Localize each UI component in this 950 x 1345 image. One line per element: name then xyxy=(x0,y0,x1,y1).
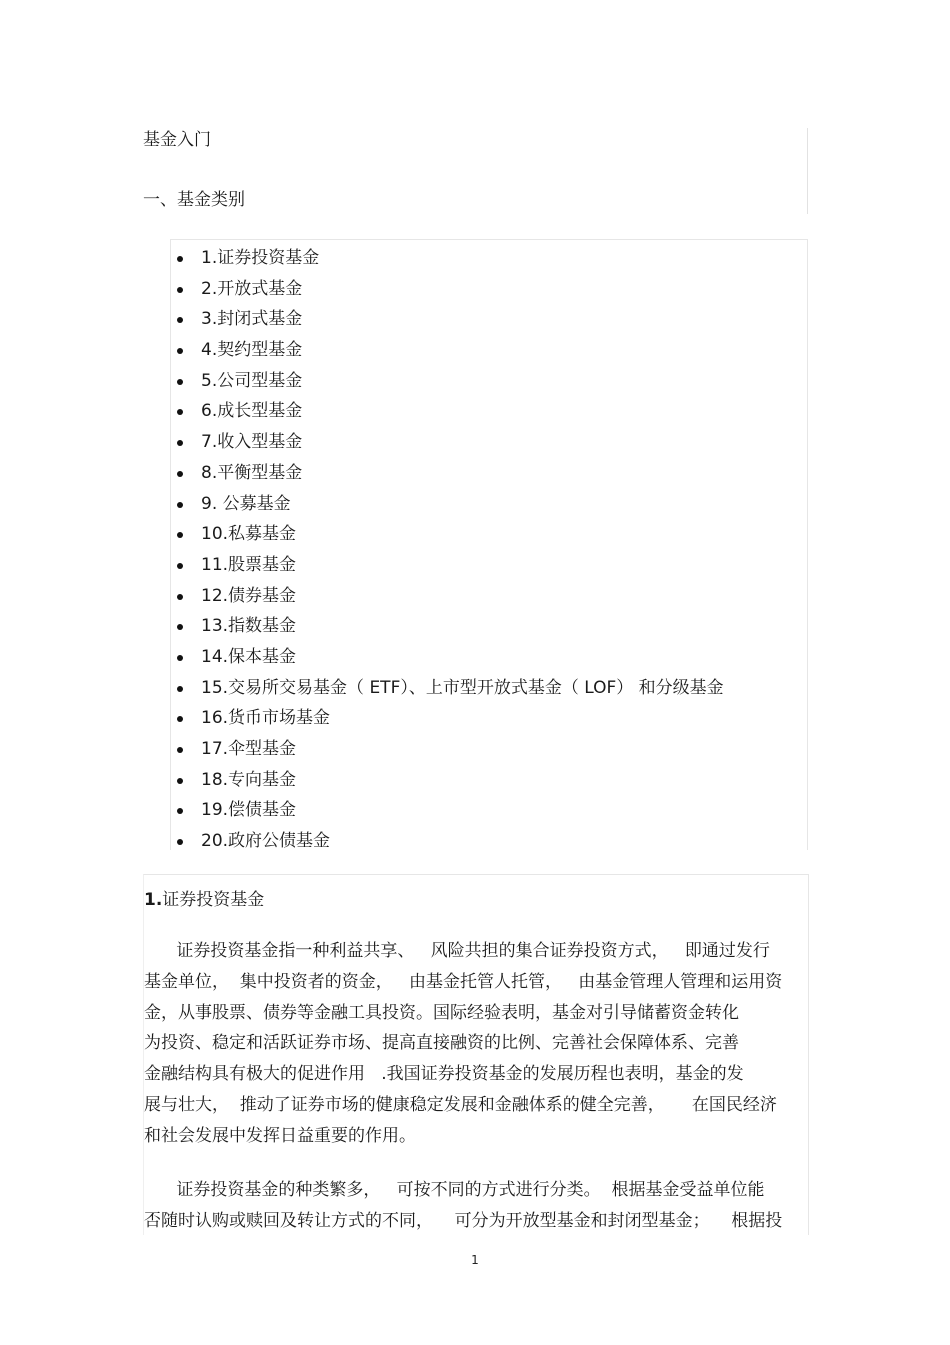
fund-type-item xyxy=(171,703,724,734)
fund-type-item xyxy=(171,581,724,612)
bullet-icon xyxy=(177,563,183,569)
fund-type-label: 2.开放式基金 xyxy=(201,278,303,299)
fund-type-item xyxy=(171,335,724,366)
bullet-icon xyxy=(177,409,183,415)
fund-type-label: 17.伞型基金 xyxy=(201,739,297,759)
article-section xyxy=(143,874,809,1235)
bullet-icon xyxy=(177,532,183,538)
paragraph-line: 证券投资基金的种类繁多， 可按不同的方式进行分类。 根据基金受益单位能 xyxy=(144,1180,765,1200)
bullet-icon xyxy=(177,379,183,385)
document-title: 基金入门 xyxy=(143,130,211,150)
bullet-icon xyxy=(177,624,183,630)
fund-type-label: 8.平衡型基金 xyxy=(201,462,303,483)
fund-type-label: 16.货币市场基金 xyxy=(201,708,331,729)
fund-type-label: 10.私募基金 xyxy=(201,524,297,545)
bullet-icon xyxy=(177,317,183,323)
fund-type-label: 6.成长型基金 xyxy=(201,401,303,422)
fund-type-label: 13.指数基金 xyxy=(201,616,297,637)
paragraph-line: 否随时认购或赎回及转让方式的不同， 可分为开放型基金和封闭型基金； 根据投 xyxy=(144,1210,783,1231)
fund-type-item xyxy=(171,826,724,857)
fund-type-label: 14.保本基金 xyxy=(201,646,297,667)
fund-type-label: 12.债券基金 xyxy=(201,585,297,606)
article-paragraph-1 xyxy=(144,936,808,1152)
fund-type-item xyxy=(171,611,724,642)
document-header-block xyxy=(143,128,808,214)
section-heading: 一、基金类别 xyxy=(143,190,245,210)
paragraph-line: 证券投资基金指一种利益共享、 风险共担的集合证券投资方式， 即通过发行 xyxy=(144,941,770,961)
fund-type-item xyxy=(171,765,724,796)
article-heading-text: 证券投资基金 xyxy=(162,890,265,910)
bullet-icon xyxy=(177,348,183,354)
fund-type-label: 5.公司型基金 xyxy=(201,370,303,391)
fund-type-item xyxy=(171,458,724,489)
fund-type-item xyxy=(171,734,724,765)
article-paragraph-2 xyxy=(144,1175,808,1237)
bullet-icon xyxy=(177,594,183,600)
fund-type-label: 9. 公募基金 xyxy=(201,493,291,514)
fund-type-item xyxy=(171,243,724,274)
bullet-icon xyxy=(177,747,183,753)
bullet-icon xyxy=(177,839,183,845)
fund-type-item xyxy=(171,427,724,458)
paragraph-line: 金融结构具有极大的促进作用 .我国证券投资基金的发展历程也表明，基金的发 xyxy=(144,1064,744,1085)
fund-type-item xyxy=(171,550,724,581)
bullet-icon xyxy=(177,256,183,262)
fund-type-item xyxy=(171,304,724,335)
bullet-icon xyxy=(177,655,183,661)
fund-type-label: 20.政府公债基金 xyxy=(201,831,331,852)
fund-type-item xyxy=(171,519,724,550)
paragraph-line: 为投资、稳定和活跃证券市场、提高直接融资的比例、完善社会保障体系、完善 xyxy=(144,1033,739,1054)
fund-type-item xyxy=(171,396,724,427)
paragraph-line: 基金单位， 集中投资者的资金， 由基金托管人托管， 由基金管理人管理和运用资 xyxy=(144,971,783,992)
bullet-icon xyxy=(177,502,183,508)
fund-type-item xyxy=(171,489,724,520)
bullet-icon xyxy=(177,808,183,814)
fund-type-label: 11.股票基金 xyxy=(201,554,297,575)
bullet-icon xyxy=(177,686,183,692)
bullet-icon xyxy=(177,471,183,477)
fund-type-item xyxy=(171,642,724,673)
fund-type-list-box xyxy=(170,239,808,850)
fund-type-label: 7.收入型基金 xyxy=(201,432,303,453)
paragraph-line: 和社会发展中发挥日益重要的作用。 xyxy=(144,1125,416,1146)
fund-type-label: 15.交易所交易基金（ ETF）、上市型开放式基金（ LOF） 和分级基金 xyxy=(201,677,724,698)
fund-type-list xyxy=(171,243,724,857)
fund-type-label: 19.偿债基金 xyxy=(201,800,297,821)
fund-type-label: 4.契约型基金 xyxy=(201,340,303,361)
fund-type-item xyxy=(171,673,724,704)
bullet-icon xyxy=(177,440,183,446)
fund-type-item xyxy=(171,274,724,305)
bullet-icon xyxy=(177,287,183,293)
bullet-icon xyxy=(177,716,183,722)
page-number: 1 xyxy=(471,1253,479,1267)
article-heading xyxy=(144,888,264,912)
fund-type-label: 18.专向基金 xyxy=(201,769,297,790)
fund-type-label: 1.证券投资基金 xyxy=(201,248,320,268)
paragraph-line: 展与壮大， 推动了证券市场的健康稳定发展和金融体系的健全完善， 在国民经济 xyxy=(144,1094,777,1115)
bullet-icon xyxy=(177,778,183,784)
article-heading-number: 1. xyxy=(144,890,163,910)
fund-type-label: 3.封闭式基金 xyxy=(201,309,303,330)
paragraph-line: 金，从事股票、债券等金融工具投资。国际经验表明，基金对引导储蓄资金转化 xyxy=(144,1002,739,1023)
fund-type-item xyxy=(171,366,724,397)
fund-type-item xyxy=(171,795,724,826)
